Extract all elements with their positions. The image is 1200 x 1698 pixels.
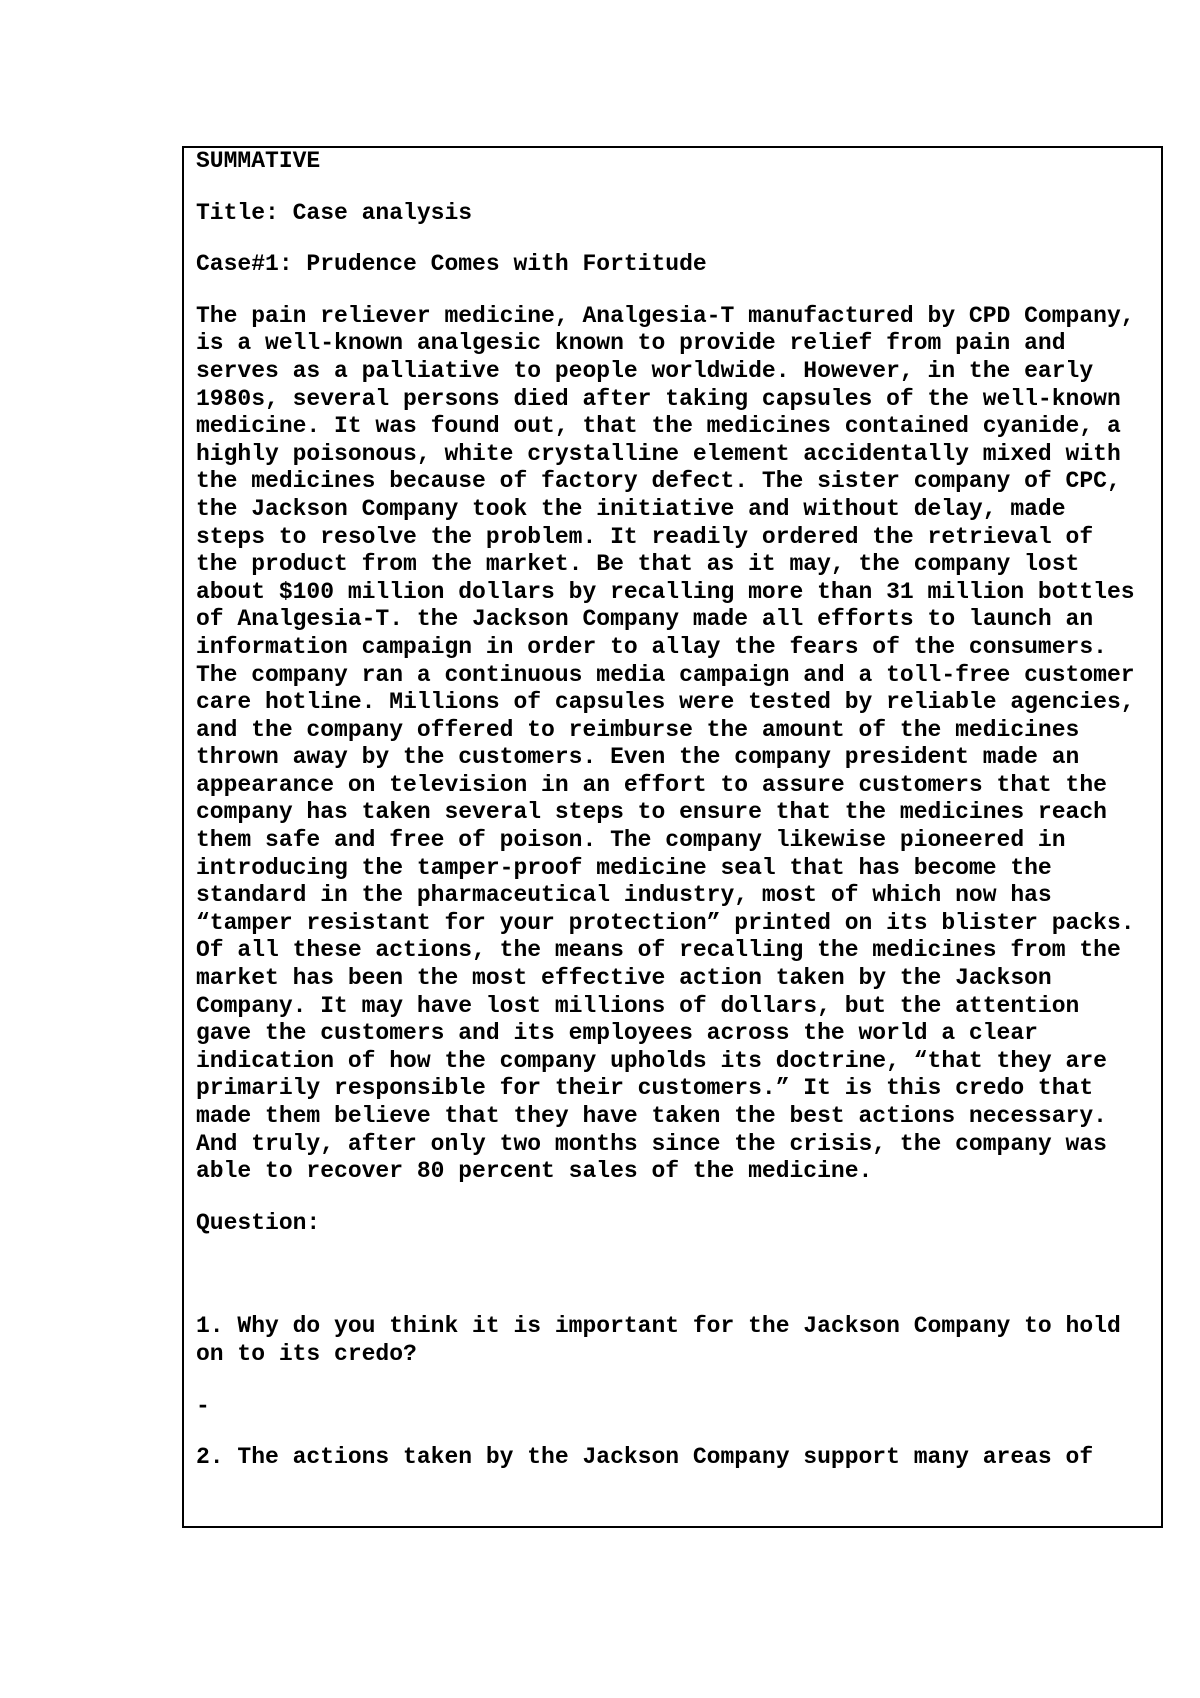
case-body-paragraph: The pain reliever medicine, Analgesia-T manufactured by CPD Company, is a well-known analgesic known to provide relief from pain and serves as a palliative to people worldwide. However, in the early 1980s, several persons died after taking capsules of the well-known medicine. It was found out, that the medicines contained cyanide, a highly poisonous, white crystalline element accidentally mixed with the medicines because of factory defect. The sister company of CPC, the Jackson Company took the initiative and without delay, made steps to resolve the problem. It readily ordered the retrieval of the product from the market. Be that as it may, the company lost about $100 million dollars by recalling more than 31 million bottles of Analgesia-T. the Jackson Company made all efforts to launch an information campaign in order to allay the fears of the consumers. The company ran a continuous media campaign and a toll-free customer care hotline. Millions of capsules were tested by reliable agencies, and the company offered to reimburse the amount of the medicines thrown away by the customers. Even the company president made an appearance on television in an effort to assure customers that the company has taken several steps to ensure that the medicines reach them safe and free of poison. The company likewise pioneered in introducing the tamper-proof medicine seal that has become the standard in the pharmaceutical industry, most of which now has “tamper resistant for your protection” printed on its blister packs. Of all these actions, the means of recalling the medicines from the market has been the most effective action taken by the Jackson Company. It may have lost millions of dollars, but the attention gave the customers and its employees across the world a clear indication of how the company upholds its doctrine, “that they are primarily responsible for their customers.” It is this credo that made them believe that they have taken the best actions necessary. And truly, after only two months since the crisis, the company was able to recover 80 percent sales of the medicine. [196, 302, 1135, 1185]
document-title: Title: Case analysis [196, 199, 473, 226]
document-heading: SUMMATIVE [196, 148, 321, 174]
answer-1-placeholder: - [196, 1392, 210, 1419]
question-2: 2. The actions taken by the Jackson Company support many areas of [196, 1444, 1094, 1471]
question-1: 1. Why do you think it is important for the Jackson Company to hold on to its credo? [196, 1313, 1121, 1367]
content-box [182, 146, 1163, 1528]
question-label: Question: [196, 1209, 321, 1236]
case-title: Case#1: Prudence Comes with Fortitude [196, 251, 707, 278]
document-text [196, 148, 1147, 1472]
